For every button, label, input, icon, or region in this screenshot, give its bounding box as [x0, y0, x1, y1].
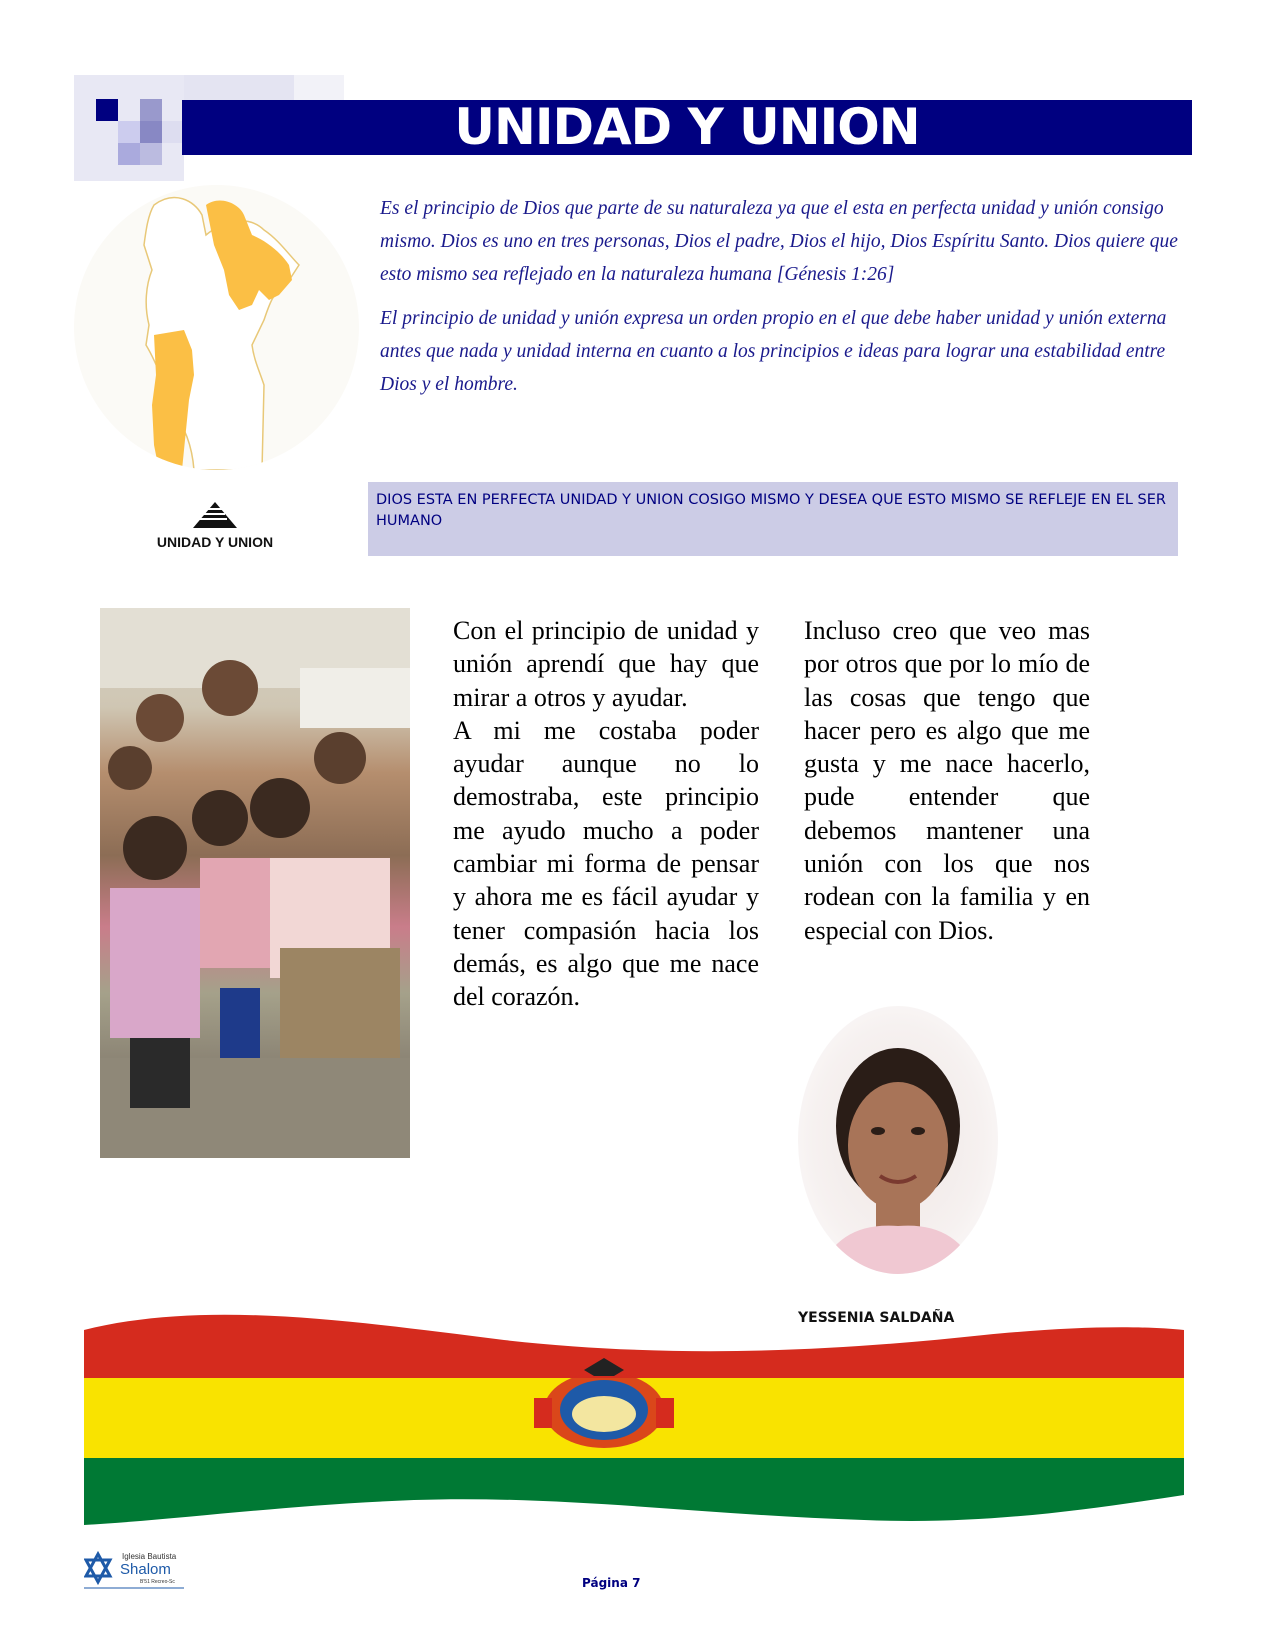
body-column-1 [453, 614, 759, 1014]
intro-paragraph-1: Es el principio de Dios que parte de su naturaleza ya que el esta en perfecta unidad y unión consigo mismo. Dios es uno en tres personas, Dios el padre, Dios el hijo, Dios Espíritu Santo. Dios quiere que esto mismo sea reflejado en la naturaleza humana [Génesis 1:26] [380, 198, 1178, 285]
pyramid-icon [193, 502, 237, 528]
page-title: UNIDAD Y UNION [454, 98, 920, 156]
children-group-photo [100, 608, 410, 1158]
callout-box: DIOS ESTA EN PERFECTA UNIDAD Y UNION COSIGO MISMO Y DESEA QUE ESTO MISMO SE REFLEJE EN EL SER HUMANO [368, 482, 1178, 556]
children-photo-icon [100, 608, 410, 1158]
body-column-2 [804, 614, 1090, 947]
page-number: Página 7 [582, 1576, 641, 1590]
portrait-photo [798, 1006, 998, 1274]
church-logo-line2: Shalom [120, 1561, 171, 1578]
church-logo-line1: Iglesia Bautista [122, 1552, 177, 1561]
silhouette-illustration [74, 185, 359, 470]
church-logo [84, 1548, 194, 1590]
mini-logo-label: UNIDAD Y UNION [156, 534, 274, 550]
intro-text [380, 192, 1180, 412]
silhouette-icon [74, 185, 359, 470]
portrait-caption: YESSENIA SALDAÑA [798, 1310, 955, 1326]
church-logo-line3: B'51 Recreo-Sc [140, 1579, 175, 1585]
body-column-1-text: Con el principio de unidad y unión aprendí que hay que mirar a otros y ayudar. A mi me costaba poder ayudar aunque no lo demostraba, este principio me ayudo mucho a poder cambiar mi forma de pensar y ahora me es fácil ayudar y tener compasión hacia los demás, es algo que me nace del corazón. [453, 616, 759, 1012]
bolivia-flag [84, 1310, 1184, 1530]
intro-paragraph-2: El principio de unidad y unión expresa un orden propio en el que debe haber unidad y unión externa antes que nada y unidad interna en cuanto a los principios e ideas para lograr una estabilidad entre Dios y el hombre. [380, 308, 1167, 395]
portrait-icon [798, 1006, 998, 1274]
unidad-union-logo [150, 502, 280, 550]
body-column-2-text: Incluso creo que veo mas por otros que por lo mío de las cosas que tengo que hacer pero es algo que me gusta y me nace hacerlo, pude entender que debemos mantener una unión con los que nos rodean con la familia y en especial con Dios. [804, 616, 1090, 945]
